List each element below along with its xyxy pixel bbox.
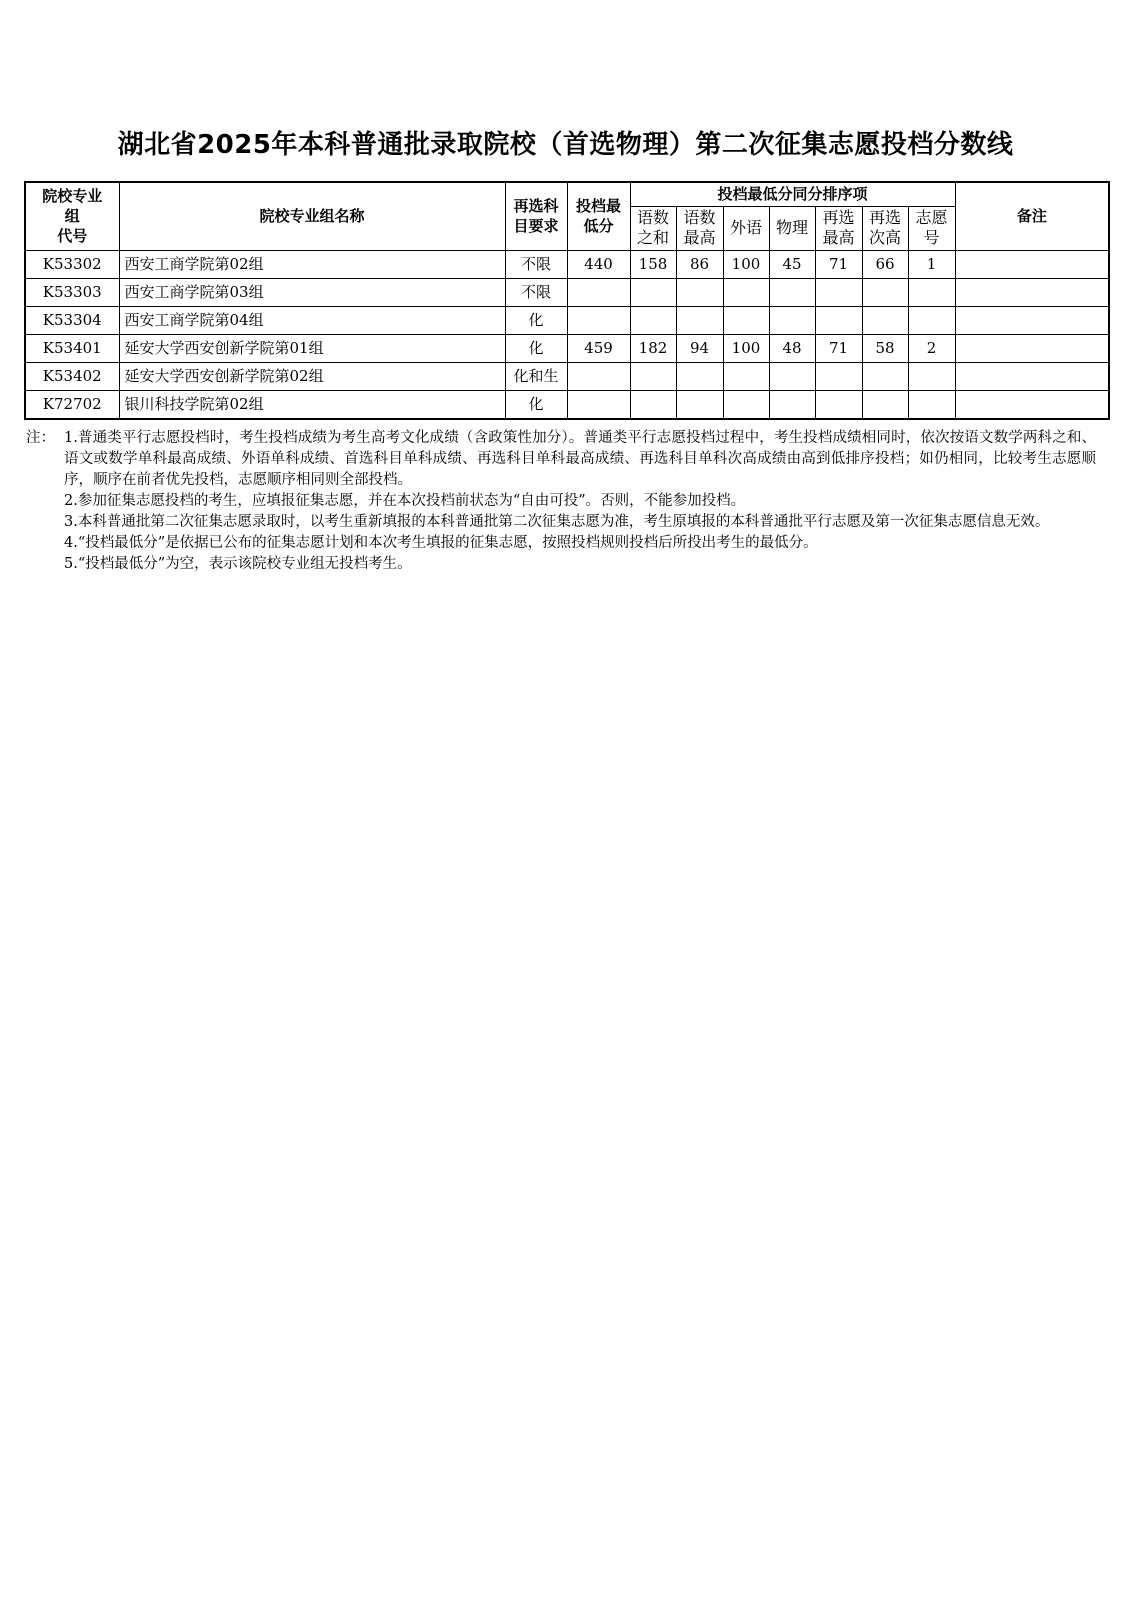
cell-remark (955, 362, 1109, 390)
cell-min-score: 459 (567, 334, 630, 362)
cell-elective-second: 66 (862, 250, 908, 278)
cell-requirement: 不限 (505, 278, 567, 306)
cell-remark (955, 390, 1109, 419)
cell-code: K53302 (25, 250, 119, 278)
cell-chinese-math-sum: 158 (630, 250, 676, 278)
cell-preference-no (908, 390, 955, 419)
notes-prefix: 注： (26, 430, 55, 446)
cell-preference-no (908, 362, 955, 390)
header-remark: 备注 (955, 182, 1109, 250)
table-row (25, 390, 1109, 419)
cell-elective-max (815, 306, 862, 334)
cell-physics: 48 (769, 334, 815, 362)
cell-requirement: 化和生 (505, 362, 567, 390)
cell-chinese-math-sum (630, 278, 676, 306)
table-row (25, 334, 1109, 362)
header-sub-preference-no: 志愿 号 (908, 206, 955, 250)
cell-name: 西安工商学院第04组 (119, 306, 505, 334)
cell-chinese-math-max: 94 (676, 334, 723, 362)
cell-preference-no: 2 (908, 334, 955, 362)
page-title: 湖北省2025年本科普通批录取院校（首选物理）第二次征集志愿投档分数线 (117, 130, 1014, 160)
note-text: 1.普通类平行志愿投档时，考生投档成绩为考生高考文化成绩（含政策性加分）。普通类平行志愿投档过程中，考生投档成绩相同时，依次按语文数学两科之和、语文或数学单科最高成绩、外语单科成绩、首选科目单科成绩、再选科目单科最高成绩、再选科目单科次高成绩由高到低排序投档；如仍相同，比较考生志愿顺序，顺序在前者优先投档，志愿顺序相同则全部投档。 (64, 430, 1096, 488)
cell-chinese-math-sum (630, 390, 676, 419)
cell-elective-max: 71 (815, 334, 862, 362)
cell-elective-max: 71 (815, 250, 862, 278)
header-name: 院校专业组名称 (119, 182, 505, 250)
cell-physics (769, 362, 815, 390)
table-row (25, 250, 1109, 278)
cell-elective-second (862, 390, 908, 419)
cell-requirement: 化 (505, 334, 567, 362)
header-requirement: 再选科 目要求 (505, 182, 567, 250)
header-sub-elective-max: 再选 最高 (815, 206, 862, 250)
cell-chinese-math-max (676, 306, 723, 334)
cell-remark (955, 306, 1109, 334)
cell-physics (769, 390, 815, 419)
cell-remark (955, 278, 1109, 306)
cell-elective-max (815, 390, 862, 419)
cell-elective-max (815, 362, 862, 390)
cell-name: 延安大学西安创新学院第02组 (119, 362, 505, 390)
cell-min-score (567, 362, 630, 390)
cell-chinese-math-sum: 182 (630, 334, 676, 362)
cell-foreign-language (723, 390, 769, 419)
cell-foreign-language (723, 278, 769, 306)
cell-requirement: 化 (505, 390, 567, 419)
cell-name: 西安工商学院第03组 (119, 278, 505, 306)
cell-foreign-language: 100 (723, 334, 769, 362)
cell-physics: 45 (769, 250, 815, 278)
table-row (25, 278, 1109, 306)
cell-code: K53304 (25, 306, 119, 334)
header-sub-physics: 物理 (769, 206, 815, 250)
note-item (26, 428, 1096, 491)
note-item (26, 554, 1096, 575)
cell-elective-second (862, 278, 908, 306)
header-code: 院校专业 组 代号 (25, 182, 119, 250)
cell-chinese-math-max (676, 278, 723, 306)
header-sub-elective-second: 再选 次高 (862, 206, 908, 250)
cell-requirement: 不限 (505, 250, 567, 278)
note-text: 3.本科普通批第二次征集志愿录取时，以考生重新填报的本科普通批第二次征集志愿为准，考生原填报的本科普通批平行志愿及第一次征集志愿信息无效。 (64, 514, 1050, 530)
cell-foreign-language: 100 (723, 250, 769, 278)
header-sub-chinese-math-sum: 语数 之和 (630, 206, 676, 250)
cell-chinese-math-sum (630, 306, 676, 334)
cell-chinese-math-max (676, 390, 723, 419)
cell-elective-second: 58 (862, 334, 908, 362)
cell-name: 延安大学西安创新学院第01组 (119, 334, 505, 362)
score-table (24, 181, 1110, 420)
cell-min-score (567, 278, 630, 306)
cell-remark (955, 334, 1109, 362)
cell-elective-second (862, 306, 908, 334)
cell-requirement: 化 (505, 306, 567, 334)
note-text: 5.“投档最低分”为空，表示该院校专业组无投档考生。 (64, 556, 412, 572)
note-item (26, 491, 1096, 512)
note-item (26, 533, 1096, 554)
cell-remark (955, 250, 1109, 278)
header-sub-foreign-language: 外语 (723, 206, 769, 250)
notes-section (26, 428, 1096, 575)
cell-foreign-language (723, 306, 769, 334)
header-min-score: 投档最 低分 (567, 182, 630, 250)
cell-preference-no (908, 278, 955, 306)
cell-preference-no: 1 (908, 250, 955, 278)
note-text: 2.参加征集志愿投档的考生，应填报征集志愿，并在本次投档前状态为“自由可投”。否则，不能参加投档。 (64, 493, 746, 509)
cell-chinese-math-sum (630, 362, 676, 390)
cell-physics (769, 306, 815, 334)
note-item (26, 512, 1096, 533)
note-text: 4.“投档最低分”是依据已公布的征集志愿计划和本次考生填报的征集志愿，按照投档规则投档后所投出考生的最低分。 (64, 535, 818, 551)
header-sub-chinese-math-max: 语数 最高 (676, 206, 723, 250)
cell-min-score (567, 306, 630, 334)
cell-name: 西安工商学院第02组 (119, 250, 505, 278)
cell-code: K53303 (25, 278, 119, 306)
cell-code: K72702 (25, 390, 119, 419)
header-tiebreak-group: 投档最低分同分排序项 (630, 182, 955, 206)
cell-min-score (567, 390, 630, 419)
table-row (25, 362, 1109, 390)
cell-code: K53402 (25, 362, 119, 390)
cell-elective-max (815, 278, 862, 306)
table-row (25, 306, 1109, 334)
cell-physics (769, 278, 815, 306)
cell-elective-second (862, 362, 908, 390)
cell-code: K53401 (25, 334, 119, 362)
cell-foreign-language (723, 362, 769, 390)
cell-preference-no (908, 306, 955, 334)
cell-chinese-math-max (676, 362, 723, 390)
cell-min-score: 440 (567, 250, 630, 278)
cell-name: 银川科技学院第02组 (119, 390, 505, 419)
cell-chinese-math-max: 86 (676, 250, 723, 278)
table-header-row (25, 182, 1109, 206)
